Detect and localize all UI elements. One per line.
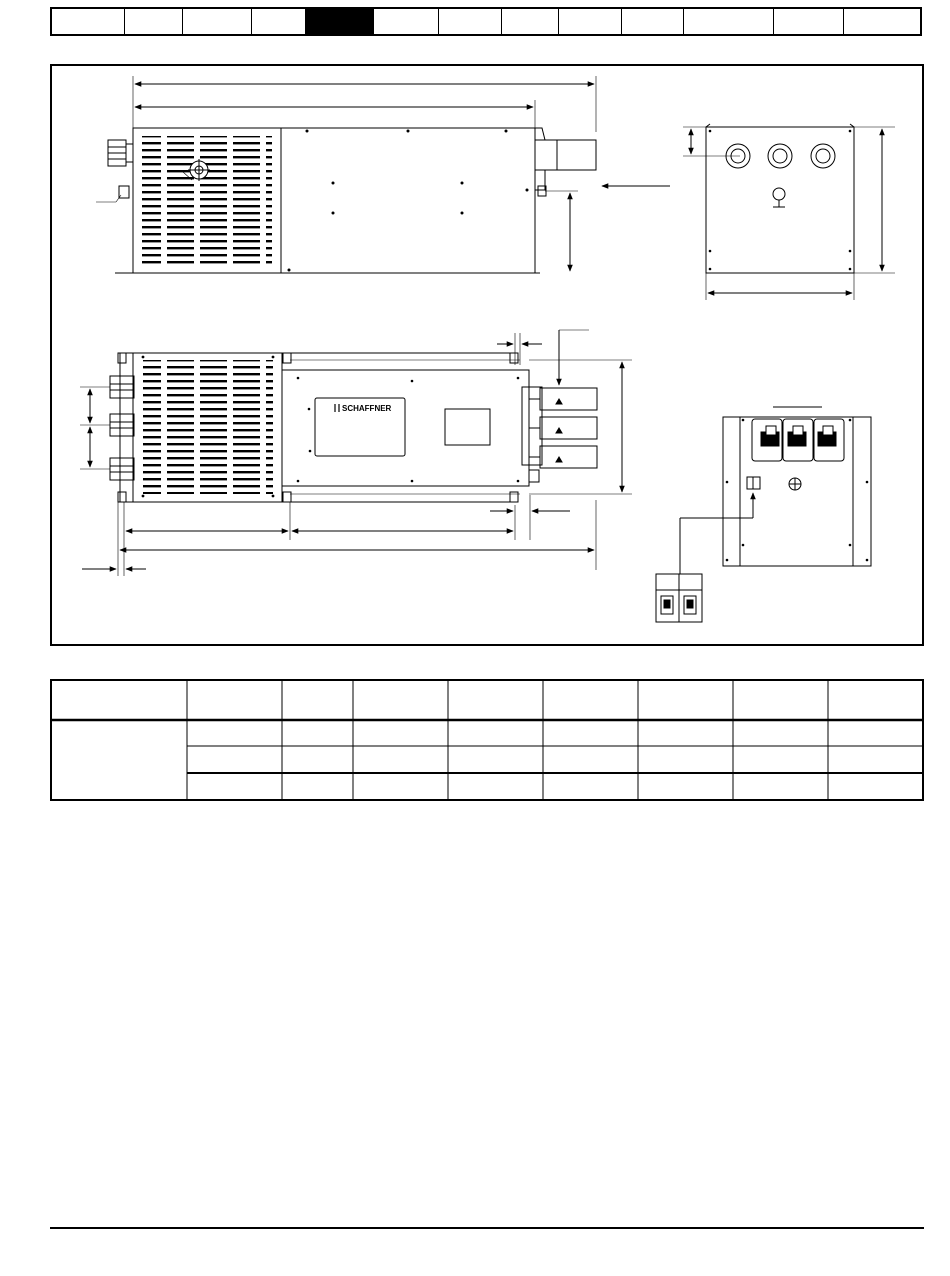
chapter-tab-5-active[interactable]: [306, 9, 374, 34]
chapter-tab-11[interactable]: [684, 9, 774, 34]
chapter-tab-6[interactable]: [374, 9, 439, 34]
signal-terminal-enlarged: [656, 574, 702, 622]
dimension-table: [50, 679, 924, 801]
chapter-tab-13[interactable]: [844, 9, 914, 34]
chapter-tab-1[interactable]: [52, 9, 125, 34]
plan-view: [80, 330, 632, 576]
cable-glands-end: [726, 144, 835, 168]
chapter-tab-bar: [50, 7, 922, 36]
earth-stud-side: [96, 186, 129, 202]
nameplate-brand-text: SCHAFFNER: [342, 404, 392, 413]
chapter-tab-12[interactable]: [774, 9, 844, 34]
chapter-tab-9[interactable]: [559, 9, 622, 34]
terminal-blocks-plan: [522, 387, 597, 468]
terminal-detail-view: [656, 407, 871, 622]
power-terminals: [752, 419, 844, 461]
chapter-tab-2[interactable]: [125, 9, 183, 34]
filter-dimension-drawing: [50, 64, 924, 646]
chapter-tab-7[interactable]: [439, 9, 502, 34]
chapter-tab-8[interactable]: [502, 9, 559, 34]
table-grid: [50, 679, 924, 801]
cable-glands-plan: [110, 376, 134, 480]
label-plate: [445, 409, 490, 445]
end-view: [683, 124, 895, 300]
side-view: [96, 76, 670, 273]
drawing-canvas: [50, 64, 924, 646]
earth-stud-end: [773, 188, 785, 207]
cable-gland-side: [108, 140, 133, 166]
chapter-tab-4[interactable]: [252, 9, 306, 34]
chapter-tab-10[interactable]: [622, 9, 684, 34]
filter-body-side: [281, 128, 535, 273]
footer-rule: [50, 1227, 924, 1229]
chapter-tab-3[interactable]: [183, 9, 252, 34]
